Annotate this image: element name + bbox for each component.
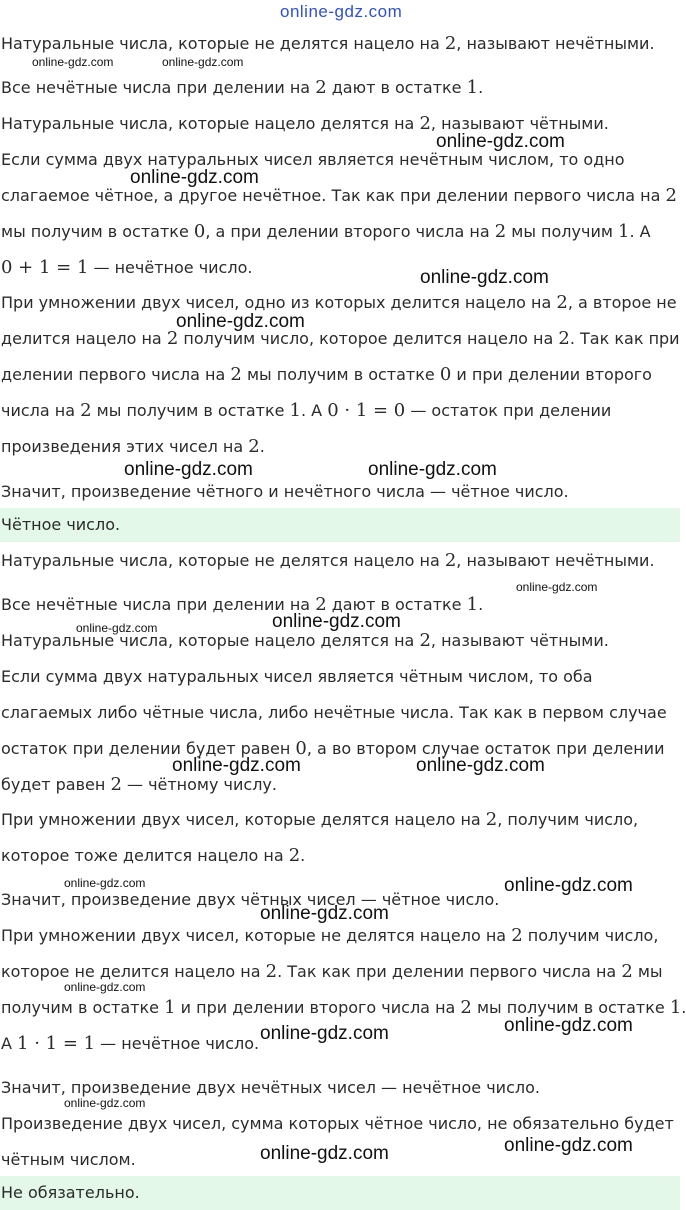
watermark: online-gdz.com (504, 1135, 633, 1156)
paragraph-odd-definition-2: Натуральные числа, которые не делятся нацело на 2, называют нечётными. (1, 550, 655, 571)
paragraph-odd-remainder: Все нечётные числа при делении на 2 дают в остатке 1. (1, 77, 484, 98)
answer-box-1: Чётное число. (0, 508, 680, 542)
watermark: online-gdz.com (420, 267, 549, 288)
paragraph-sum-product-line2: чётным числом. (1, 1150, 136, 1169)
watermark: online-gdz.com (516, 580, 598, 594)
watermark: online-gdz.com (172, 755, 301, 776)
watermark: online-gdz.com (436, 131, 565, 152)
paragraph-even-product-line1: При умножении двух чисел, которые делятся нацело на 2, получим число, (1, 809, 639, 830)
watermark: online-gdz.com (176, 311, 305, 332)
answer-box-2: Не обязательно. (0, 1176, 680, 1210)
watermark: online-gdz.com (280, 2, 403, 21)
watermark: online-gdz.com (504, 1015, 633, 1036)
watermark: online-gdz.com (32, 55, 114, 69)
paragraph-sum-even-line1: Если сумма двух натуральных чисел является чётным числом, то оба (1, 667, 593, 686)
paragraph-sum-odd-line4: 0 + 1 = 1 — нечётное число. (1, 257, 253, 278)
paragraph-sum-product-line1: Произведение двух чисел, сумма которых чётное число, не обязательно будет (1, 1114, 674, 1133)
watermark: online-gdz.com (272, 611, 401, 632)
paragraph-odd-definition: Натуральные числа, которые не делятся нацело на 2, называют нечётными. (1, 33, 655, 54)
paragraph-product-line5: произведения этих чисел на 2. (1, 436, 265, 457)
watermark: online-gdz.com (260, 903, 389, 924)
paragraph-sum-even-line4: будет равен 2 — чётному числу. (1, 774, 277, 795)
paragraph-conclusion-1: Значит, произведение чётного и нечётного числа — чётное число. (1, 482, 569, 501)
watermark: online-gdz.com (162, 55, 244, 69)
paragraph-product-line4: числа на 2 мы получим в остатке 1. А 0 · 1 = 0 — остаток при делении (1, 400, 612, 421)
watermark: online-gdz.com (64, 1096, 146, 1110)
paragraph-even-product-line2: которое тоже делится нацело на 2. (1, 845, 306, 866)
paragraph-odd-product-line1: При умножении двух чисел, которые не делятся нацело на 2 получим число, (1, 925, 659, 946)
watermark: online-gdz.com (76, 621, 158, 635)
watermark: online-gdz.com (260, 1143, 389, 1164)
paragraph-product-line2: делится нацело на 2 получим число, которое делится нацело на 2. Так как при (1, 328, 680, 349)
watermark: online-gdz.com (368, 459, 497, 480)
paragraph-even-definition: Натуральные числа, которые нацело делятся на 2, называют чётными. (1, 113, 609, 134)
watermark: online-gdz.com (64, 980, 146, 994)
paragraph-product-line1: При умножении двух чисел, одно из которых делится нацело на 2, а второе не (1, 292, 677, 313)
paragraph-sum-odd-line2: слагаемое чётное, а другое нечётное. Так как при делении первого числа на 2 (1, 185, 677, 206)
watermark: online-gdz.com (130, 167, 259, 188)
watermark: online-gdz.com (64, 876, 146, 890)
paragraph-conclusion-3: Значит, произведение двух нечётных чисел — нечётное число. (1, 1078, 540, 1097)
paragraph-odd-product-line4: А 1 · 1 = 1 — нечётное число. (1, 1033, 260, 1054)
paragraph-sum-odd-line1: Если сумма двух натуральных чисел является нечётным числом, то одно (1, 150, 625, 169)
paragraph-sum-even-line2: слагаемых либо чётные числа, либо нечётные числа. Так как в первом случае (1, 703, 667, 722)
watermark: online-gdz.com (124, 459, 253, 480)
paragraph-odd-remainder-2: Все нечётные числа при делении на 2 дают в остатке 1. (1, 594, 484, 615)
watermark: online-gdz.com (416, 755, 545, 776)
paragraph-odd-product-line2: которое не делится нацело на 2. Так как при делении первого числа на 2 мы (1, 961, 663, 982)
paragraph-odd-product-line3: получим в остатке 1 и при делении второго числа на 2 мы получим в остатке 1. (1, 997, 686, 1018)
paragraph-even-definition-2: Натуральные числа, которые нацело делятся на 2, называют чётными. (1, 630, 609, 651)
paragraph-sum-odd-line3: мы получим в остатке 0, а при делении второго числа на 2 мы получим 1. А (1, 221, 651, 242)
paragraph-product-line3: делении первого числа на 2 мы получим в остатке 0 и при делении второго (1, 364, 652, 385)
watermark: online-gdz.com (260, 1023, 389, 1044)
paragraph-sum-even-line3: остаток при делении будет равен 0, а во втором случае остаток при делении (1, 738, 665, 759)
watermark: online-gdz.com (504, 875, 633, 896)
paragraph-conclusion-2: Значит, произведение двух чётных чисел — чётное число. (1, 890, 500, 909)
